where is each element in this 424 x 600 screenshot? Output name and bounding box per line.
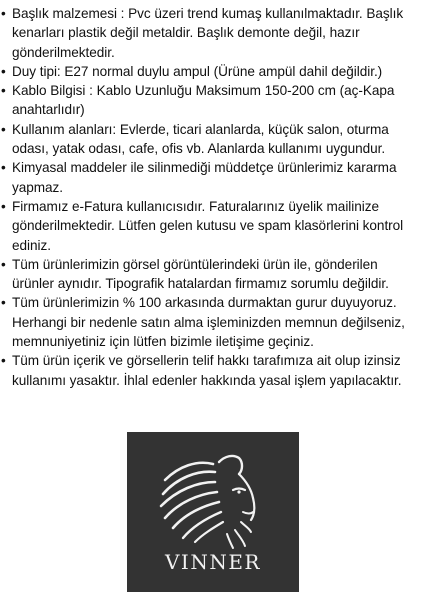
- brand-logo: [127, 432, 299, 592]
- list-item-text: Tüm ürünlerimizin % 100 arkasında durmaktan gurur duyuyoruz. Herhangi bir nedenle satın alma işleminizden memnun değilseniz, memnuniyetiniz için lütfen bizimle iletişime geçiniz.: [12, 295, 405, 350]
- bullet-icon: •: [1, 83, 6, 99]
- bullet-icon: •: [1, 6, 6, 21]
- list-item: [0, 81, 424, 120]
- list-item-text: Kimyasal maddeler ile silinmediği müddetçe ürünlerimiz kararma yapmaz.: [12, 160, 397, 195]
- list-item-text: Duy tipi: E27 normal duylu ampul (Ürüne ampül dahil değildir.): [12, 63, 383, 79]
- bullet-icon: •: [1, 63, 6, 79]
- lion-head-icon: [127, 442, 299, 552]
- list-item-text: Tüm ürün içerik ve görsellerin telif hakkı tarafımıza ait olup izinsiz kullanımı yasaktır. İhlal edenler hakkında yasal işlem yapılacaktır.: [12, 353, 402, 388]
- info-bullet-list: [0, 4, 424, 390]
- list-item: [0, 255, 424, 294]
- bullet-icon: •: [1, 256, 6, 272]
- list-item: [0, 293, 424, 351]
- bullet-icon: •: [1, 295, 6, 311]
- bullet-icon: •: [1, 121, 6, 137]
- list-item: [0, 120, 424, 159]
- list-item-text: Başlık malzemesi : Pvc üzeri trend kumaş kullanılmaktadır. Başlık kenarları plastik değil metaldir. Başlık demonte değil, hazır gönderilmektedir.: [12, 6, 404, 60]
- list-item-text: Firmamız e-Fatura kullanıcısıdır. Faturalarınız üyelik mailinize gönderilmektedir. Lütfen gelen kutusu ve spam klasörlerini kontrol ediniz.: [12, 198, 404, 253]
- list-item: [0, 158, 424, 197]
- bullet-icon: •: [1, 353, 6, 369]
- bullet-icon: •: [1, 160, 6, 176]
- list-item: [0, 62, 424, 81]
- list-item: [0, 197, 424, 255]
- list-item-text: Kablo Bilgisi : Kablo Uzunluğu Maksimum 150-200 cm (aç-Kapa anahtarlıdır): [12, 83, 395, 118]
- list-item: [0, 4, 424, 62]
- list-item-text: Kullanım alanları: Evlerde, ticari alanlarda, küçük salon, oturma odası, yatak odası, cafe, ofis vb. Alanlarda kullanımı uygundur.: [12, 121, 389, 157]
- list-item-text: Tüm ürünlerimizin görsel görüntülerindeki ürün ile, gönderilen ürünler aynıdır. Tipografik hatalardan firmamız sorumlu değildir.: [12, 256, 389, 292]
- brand-wordmark: VINNER: [164, 550, 261, 574]
- list-item: [0, 351, 424, 390]
- bullet-icon: •: [1, 198, 6, 214]
